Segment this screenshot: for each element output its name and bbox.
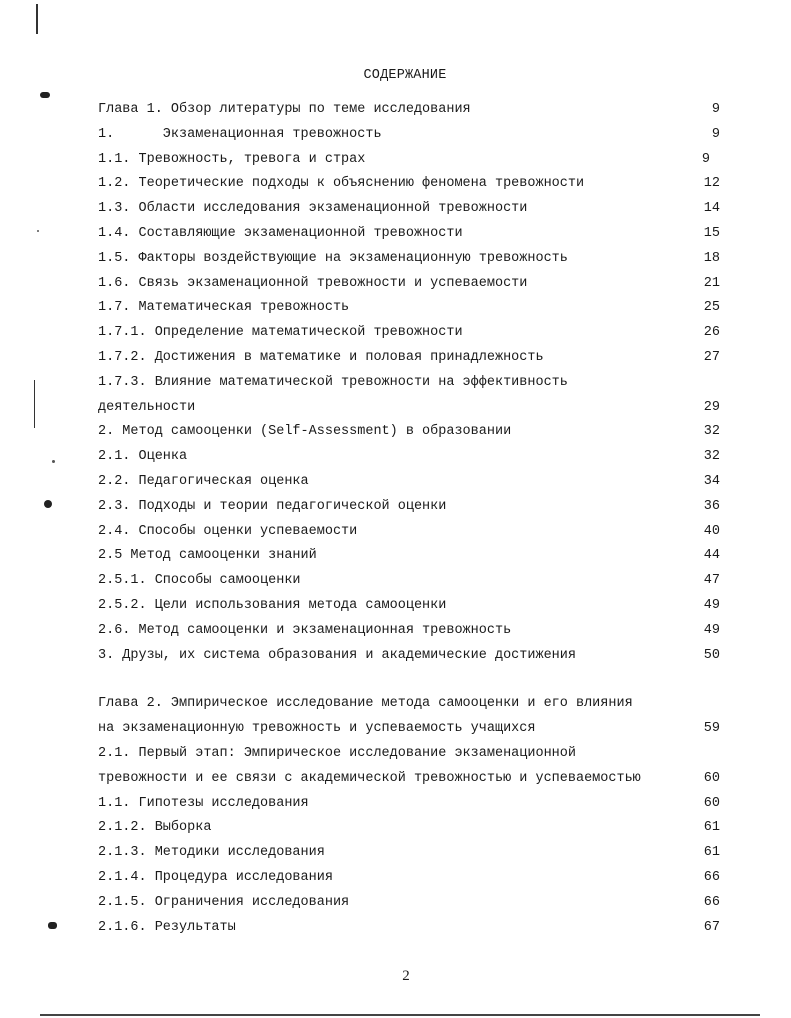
toc-entry-page: 12 (703, 176, 720, 192)
toc-entry-title: 2.1.6. Результаты (98, 919, 236, 935)
scan-speck (37, 230, 39, 232)
toc-entry-title: 1.7. Математическая тревожность (98, 300, 350, 316)
toc-entry-title: 1.5. Факторы воздействующие на экзаменационную тревожность (98, 250, 568, 266)
toc-entry-title: 1.7.2. Достижения в математике и половая принадлежность (98, 349, 544, 365)
toc-entry-title: 3. Друзы, их система образования и академические достижения (98, 647, 576, 663)
toc-entry-page: 47 (703, 573, 720, 589)
toc-entry-title: 2.5 Метод самооценки знаний (98, 548, 317, 564)
toc-entry-page: 32 (703, 424, 720, 440)
toc-entry (98, 719, 720, 744)
toc-entry-title: 2.6. Метод самооценки и экзаменационная тревожность (98, 622, 512, 638)
toc-entry-title: Глава 2. Эмпирическое исследование метода самооценки и его влияния (98, 696, 633, 712)
toc-entry-page: 36 (703, 498, 720, 514)
toc-entry (98, 100, 720, 125)
toc-entry (98, 422, 720, 447)
toc-entry (98, 447, 720, 472)
toc-entry-title: деятельности (98, 399, 196, 415)
toc-entry-page: 44 (703, 548, 720, 564)
toc-entry (98, 868, 720, 893)
toc-entry-page: 9 (711, 126, 720, 142)
toc-entry-page: 29 (703, 399, 720, 415)
toc-entry-page: 25 (703, 300, 720, 316)
punch-hole-mark (48, 922, 57, 929)
toc-entry-page: 61 (703, 820, 720, 836)
toc-entry-page: 67 (703, 919, 720, 935)
toc-entry-title: 1.7.3. Влияние математической тревожности на эффективность (98, 374, 568, 390)
toc-entry-title: 2.1.5. Ограничения исследования (98, 894, 350, 910)
toc-entry-title: 2.1. Оценка (98, 449, 188, 465)
toc-entry-page: 50 (703, 647, 720, 663)
scan-bottom-edge (40, 1014, 760, 1016)
table-of-contents (98, 100, 720, 942)
toc-entry (98, 893, 720, 918)
toc-entry-page: 49 (703, 622, 720, 638)
toc-entry (98, 125, 720, 150)
toc-entry-title: 2.1. Первый этап: Эмпирическое исследование экзаменационной (98, 745, 576, 761)
toc-entry-page: 9 (701, 151, 710, 167)
toc-entry-title: 2.1.3. Методики исследования (98, 845, 325, 861)
toc-entry-title: 1.7.1. Определение математической тревожности (98, 325, 463, 341)
page-title: СОДЕРЖАНИЕ (363, 68, 447, 83)
toc-entry-page: 49 (703, 597, 720, 613)
toc-entry (98, 323, 720, 348)
toc-entry-title: 2.5.1. Способы самооценки (98, 573, 301, 589)
toc-entry (98, 199, 720, 224)
toc-entry-title: 2.5.2. Цели использования метода самооценки (98, 597, 447, 613)
punch-hole-mark (40, 92, 50, 98)
toc-entry-title: 2.1.4. Процедура исследования (98, 869, 333, 885)
toc-entry (98, 546, 720, 571)
toc-entry (98, 646, 720, 671)
toc-entry-page: 66 (703, 869, 720, 885)
toc-entry (98, 497, 720, 522)
scan-speck (52, 460, 55, 463)
toc-entry-page: 32 (703, 449, 720, 465)
toc-entry (98, 298, 720, 323)
toc-entry (98, 843, 720, 868)
toc-entry-page: 14 (703, 201, 720, 217)
toc-entry-title: 1.2. Теоретические подходы к объяснению феномена тревожности (98, 176, 585, 192)
toc-entry-page: 9 (711, 102, 720, 117)
toc-entry-title: Глава 1. Обзор литературы по теме исследования (98, 102, 471, 117)
toc-entry-page: 21 (703, 275, 720, 291)
toc-entry-title: 2.2. Педагогическая оценка (98, 473, 309, 489)
toc-entry (98, 398, 720, 423)
toc-entry-page: 60 (703, 795, 720, 811)
section-gap (98, 670, 720, 694)
toc-entry (98, 224, 720, 249)
toc-entry (98, 769, 720, 794)
toc-entry-page: 59 (703, 721, 720, 737)
toc-entry-title: 2.3. Подходы и теории педагогической оценки (98, 498, 447, 514)
toc-entry-title: 1.4. Составляющие экзаменационной тревожности (98, 225, 463, 241)
toc-entry-title: на экзаменационную тревожность и успеваемость учащихся (98, 721, 536, 737)
toc-entry (98, 918, 720, 943)
toc-entry (98, 274, 720, 299)
toc-entry (98, 348, 720, 373)
toc-entry-title: 2.4. Способы оценки успеваемости (98, 523, 358, 539)
toc-entry (98, 794, 720, 819)
scan-edge-line (34, 380, 35, 428)
toc-entry-title: 2. Метод самооценки (Self-Assessment) в образовании (98, 424, 512, 440)
scan-edge-line (36, 4, 38, 34)
toc-entry-page: 66 (703, 894, 720, 910)
toc-entry (98, 249, 720, 274)
toc-entry (98, 694, 720, 719)
toc-entry-page: 60 (703, 770, 720, 786)
toc-entry (98, 373, 720, 398)
toc-entry (98, 174, 720, 199)
toc-entry-title: 1. Экзаменационная тревожность (98, 126, 382, 142)
page-number: 2 (402, 968, 410, 984)
toc-entry-page: 61 (703, 845, 720, 861)
toc-entry (98, 621, 720, 646)
toc-entry-page: 18 (703, 250, 720, 266)
toc-entry-page: 15 (703, 225, 720, 241)
toc-entry (98, 571, 720, 596)
toc-entry (98, 150, 720, 175)
toc-entry-title: 1.6. Связь экзаменационной тревожности и успеваемости (98, 275, 528, 291)
toc-entry-page: 34 (703, 473, 720, 489)
toc-entry (98, 596, 720, 621)
punch-hole-mark (44, 500, 52, 508)
toc-entry-page: 26 (703, 325, 720, 341)
toc-entry (98, 472, 720, 497)
toc-entry-title: 1.1. Тревожность, тревога и страх (98, 151, 366, 167)
toc-entry-title: тревожности и ее связи с академической тревожностью и успеваемостью (98, 770, 641, 786)
toc-entry-title: 2.1.2. Выборка (98, 820, 212, 836)
toc-entry (98, 522, 720, 547)
toc-entry-page: 27 (703, 349, 720, 365)
toc-entry (98, 744, 720, 769)
toc-entry-title: 1.1. Гипотезы исследования (98, 795, 309, 811)
toc-entry-page: 40 (703, 523, 720, 539)
toc-entry-title: 1.3. Области исследования экзаменационной тревожности (98, 201, 528, 217)
toc-entry (98, 818, 720, 843)
